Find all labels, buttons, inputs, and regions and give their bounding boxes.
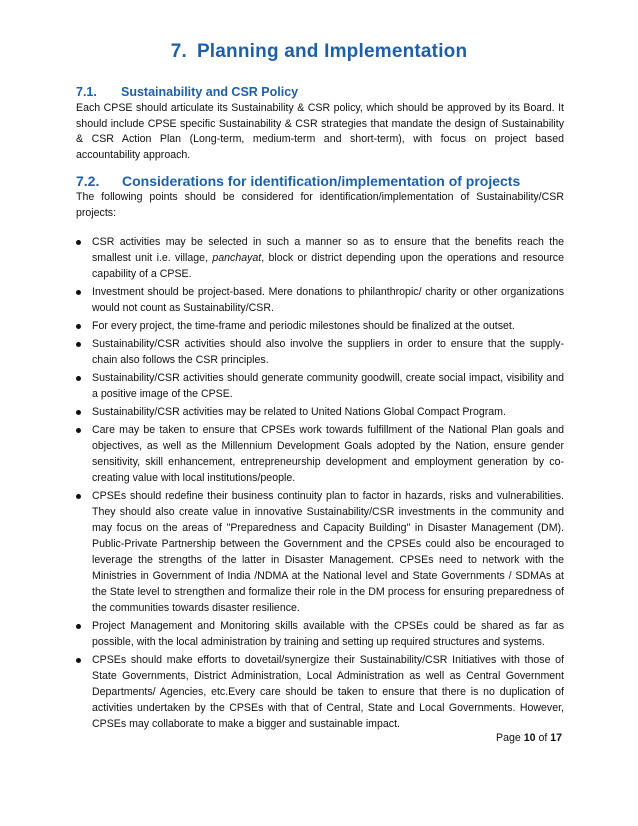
section-7-1-body: Each CPSE should articulate its Sustainability & CSR policy, which should be approved by its Board. It should include CPSE specific Sustainability & CSR strategies that mandate the design of Sustainability & CSR Action Plan (Long-term, medium-term and short-term), with focus on project based accountability approach.	[76, 102, 564, 161]
bullet-icon	[76, 376, 81, 381]
list-item: Investment should be project-based. Mere donations to philanthropic/ charity or other organizations would not count as Sustainability/CSR.	[76, 284, 564, 316]
bullet-icon	[76, 240, 81, 245]
list-item: CPSEs should redefine their business continuity plan to factor in hazards, risks and vulnerabilities. They should also create value in innovative Sustainability/CSR investments in the community and may focus on the areas of "Preparedness and Capacity Building" in Disaster Management (DM). Public-Private Partnership between the Government and the CPSEs could also be encouraged to leverage the strengths of the latter in Disaster Management. CPSEs need to network with the Ministries in Government of India /NDMA at the National level and State Governments / SDMAs at the State level to strengthen and formalize their role in the DM process for ensuring preparedness of the communities towards disaster resilience.	[76, 488, 564, 616]
list-item: Care may be taken to ensure that CPSEs work towards fulfillment of the National Plan goals and objectives, as well as the Millennium Development Goals adopted by the Nation, ensure gender sensitivity, skill enhancement, entrepreneurship development and employment generation by co-creating value with local institutions/people.	[76, 422, 564, 486]
page-number-footer	[496, 732, 562, 744]
bullet-icon	[76, 658, 81, 663]
section-7-2-intro: The following points should be considered for identification/implementation of Sustainability/CSR projects:	[76, 191, 564, 219]
bullet-icon	[76, 624, 81, 629]
chapter-heading	[0, 41, 638, 63]
section-7-2-heading	[76, 173, 520, 189]
section-7-1-number: 7.1.	[76, 85, 97, 99]
list-item: Sustainability/CSR activities should also involve the suppliers in order to ensure that the supply-chain also follows the CSR principles.	[76, 336, 564, 368]
list-item: Sustainability/CSR activities should generate community goodwill, create social impact, visibility and a positive image of the CPSE.	[76, 370, 564, 402]
emphasis-text: panchayat	[212, 252, 262, 264]
current-page: 10	[523, 732, 536, 744]
bullet-icon	[76, 342, 81, 347]
of-label: of	[538, 732, 548, 744]
bullet-icon	[76, 410, 81, 415]
list-item: CSR activities may be selected in such a manner so as to ensure that the benefits reach the smallest unit i.e. village, panchayat, block or district depending upon the operations and resource capability of a CPSE.	[76, 234, 564, 282]
bullet-icon	[76, 494, 81, 499]
list-item: CPSEs should make efforts to dovetail/synergize their Sustainability/CSR Initiatives with those of State Governments, District Administration, Local Administration as well as Central Government Departments/ Agencies, etc.Every care should be taken to ensure that there is no duplication of activities undertaken by the CPSEs with that of Central, State and Local Governments. However, CPSEs may collaborate to make a bigger and sustainable impact.	[76, 652, 564, 732]
total-pages: 17	[550, 732, 563, 744]
list-item: Project Management and Monitoring skills available with the CPSEs could be shared as far as possible, with the local administration by training and setting up required structures and systems.	[76, 618, 564, 650]
chapter-title: Planning and Implementation	[196, 41, 468, 62]
bullet-icon	[76, 290, 81, 295]
page-label: Page	[496, 732, 521, 744]
section-7-2-title: Considerations for identification/implementation of projects	[122, 173, 521, 189]
section-7-2-number: 7.2.	[76, 173, 100, 189]
list-item: For every project, the time-frame and periodic milestones should be finalized at the outset.	[76, 318, 564, 334]
considerations-list	[76, 234, 564, 732]
list-item: Sustainability/CSR activities may be related to United Nations Global Compact Program.	[76, 404, 564, 420]
section-7-1-heading	[76, 85, 298, 99]
bullet-icon	[76, 428, 81, 433]
chapter-number: 7.	[170, 41, 187, 62]
section-7-1-title: Sustainability and CSR Policy	[121, 85, 299, 99]
bullet-icon	[76, 324, 81, 329]
